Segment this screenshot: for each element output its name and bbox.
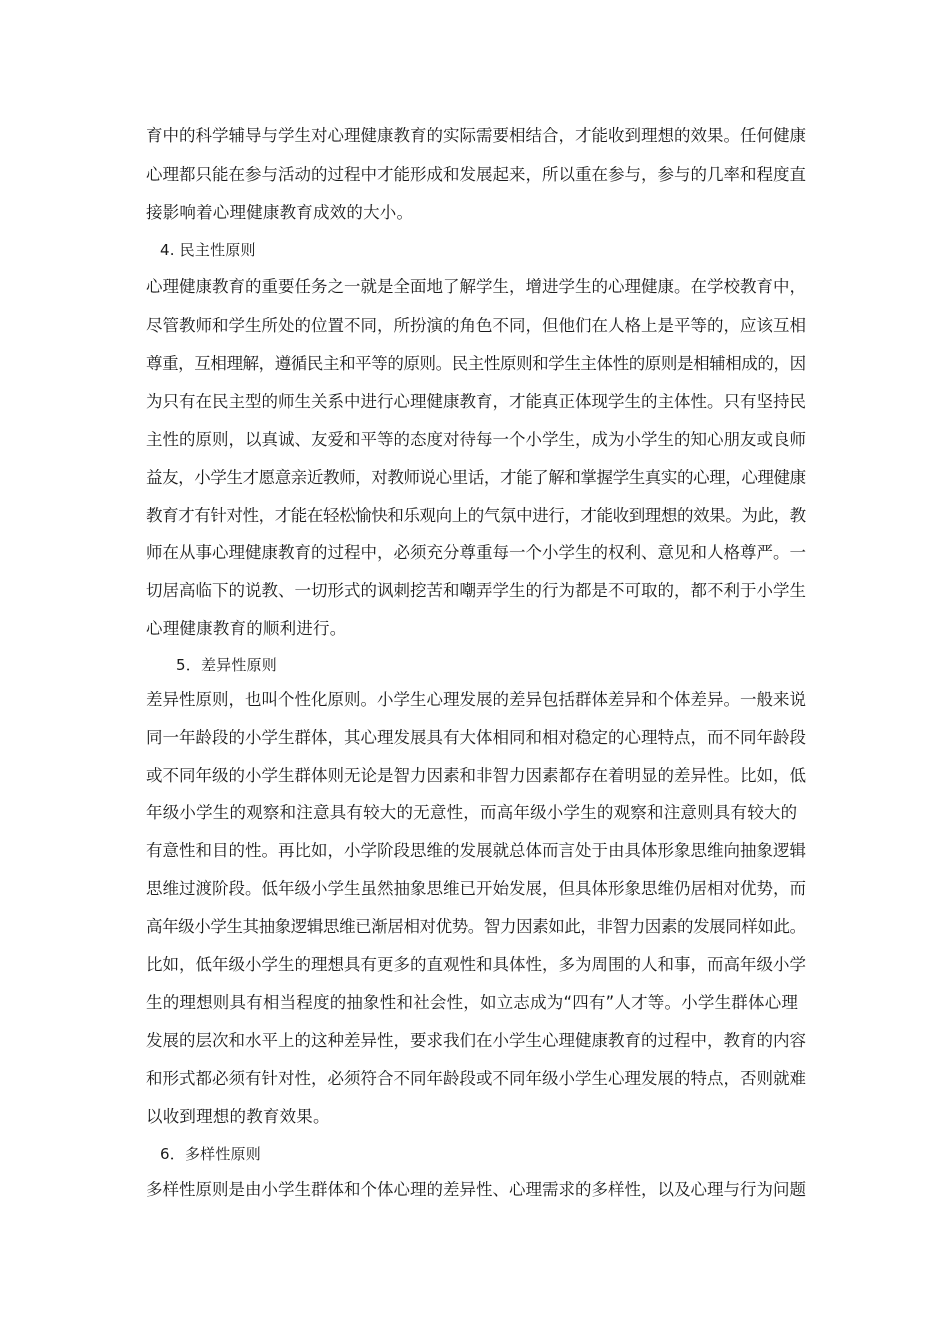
paragraph-line: 教育才有针对性，才能在轻松愉快和乐观向上的气氛中进行，才能收到理想的效果。为此，教 (146, 506, 806, 525)
paragraph-line: 多样性原则是由小学生群体和个体心理的差异性、心理需求的多样性，以及心理与行为问题 (146, 1180, 806, 1199)
section-heading: 5．差异性原则 (176, 656, 277, 674)
paragraph-line: 以收到理想的教育效果。 (146, 1107, 330, 1126)
paragraph-line: 年级小学生的观察和注意具有较大的无意性，而高年级小学生的观察和注意则具有较大的 (146, 803, 798, 822)
paragraph-line: 和形式都必须有针对性，必须符合不同年龄段或不同年级小学生心理发展的特点，否则就难 (146, 1069, 806, 1088)
paragraph-line: 发展的层次和水平上的这种差异性，要求我们在小学生心理健康教育的过程中，教育的内容 (146, 1031, 806, 1050)
paragraph-line: 接影响着心理健康教育成效的大小。 (146, 203, 414, 222)
paragraph-line: 尽管教师和学生所处的位置不同，所扮演的角色不同，但他们在人格上是平等的，应该互相 (146, 316, 806, 335)
paragraph-line: 高年级小学生其抽象逻辑思维已渐居相对优势。智力因素如此，非智力因素的发展同样如此。 (146, 917, 806, 936)
paragraph-line: 尊重，互相理解，遵循民主和平等的原则。民主性原则和学生主体性的原则是相辅相成的，因 (146, 354, 806, 373)
paragraph-line: 心理健康教育的顺利进行。 (146, 619, 347, 638)
paragraph-line: 比如，低年级小学生的理想具有更多的直观性和具体性，多为周围的人和事，而高年级小学 (146, 955, 806, 974)
paragraph-line: 切居高临下的说教、一切形式的讽刺挖苦和嘲弄学生的行为都是不可取的，都不利于小学生 (146, 581, 806, 600)
paragraph-line: 有意性和目的性。再比如，小学阶段思维的发展就总体而言处于由具体形象思维向抽象逻辑 (146, 841, 806, 860)
paragraph-line: 思维过渡阶段。低年级小学生虽然抽象思维已开始发展，但具体形象思维仍居相对优势，而 (146, 879, 806, 898)
paragraph-line: 心理都只能在参与活动的过程中才能形成和发展起来，所以重在参与，参与的几率和程度直 (146, 165, 806, 184)
paragraph-line: 同一年龄段的小学生群体，其心理发展具有大体相同和相对稳定的心理特点，而不同年龄段 (146, 728, 806, 747)
paragraph-line: 益友，小学生才愿意亲近教师，对教师说心里话，才能了解和掌握学生真实的心理，心理健康 (146, 468, 806, 487)
paragraph-line: 生的理想则具有相当程度的抽象性和社会性，如立志成为“四有”人才等。小学生群体心理 (146, 993, 799, 1012)
paragraph-line: 主性的原则，以真诚、友爱和平等的态度对待每一个小学生，成为小学生的知心朋友或良师 (146, 430, 806, 449)
paragraph-line: 或不同年级的小学生群体则无论是智力因素和非智力因素都存在着明显的差异性。比如，低 (146, 766, 806, 785)
section-heading: 6．多样性原则 (160, 1145, 261, 1163)
paragraph-line: 为只有在民主型的师生关系中进行心理健康教育，才能真正体现学生的主体性。只有坚持民 (146, 392, 806, 411)
paragraph-line: 心理健康教育的重要任务之一就是全面地了解学生，增进学生的心理健康。在学校教育中， (146, 277, 806, 296)
paragraph-line: 育中的科学辅导与学生对心理健康教育的实际需要相结合，才能收到理想的效果。任何健康 (146, 126, 806, 145)
paragraph-line: 差异性原则，也叫个性化原则。小学生心理发展的差异包括群体差异和个体差异。一般来说 (146, 690, 806, 709)
section-heading: 4. 民主性原则 (160, 241, 256, 259)
paragraph-line: 师在从事心理健康教育的过程中，必须充分尊重每一个小学生的权利、意见和人格尊严。一 (146, 543, 806, 562)
